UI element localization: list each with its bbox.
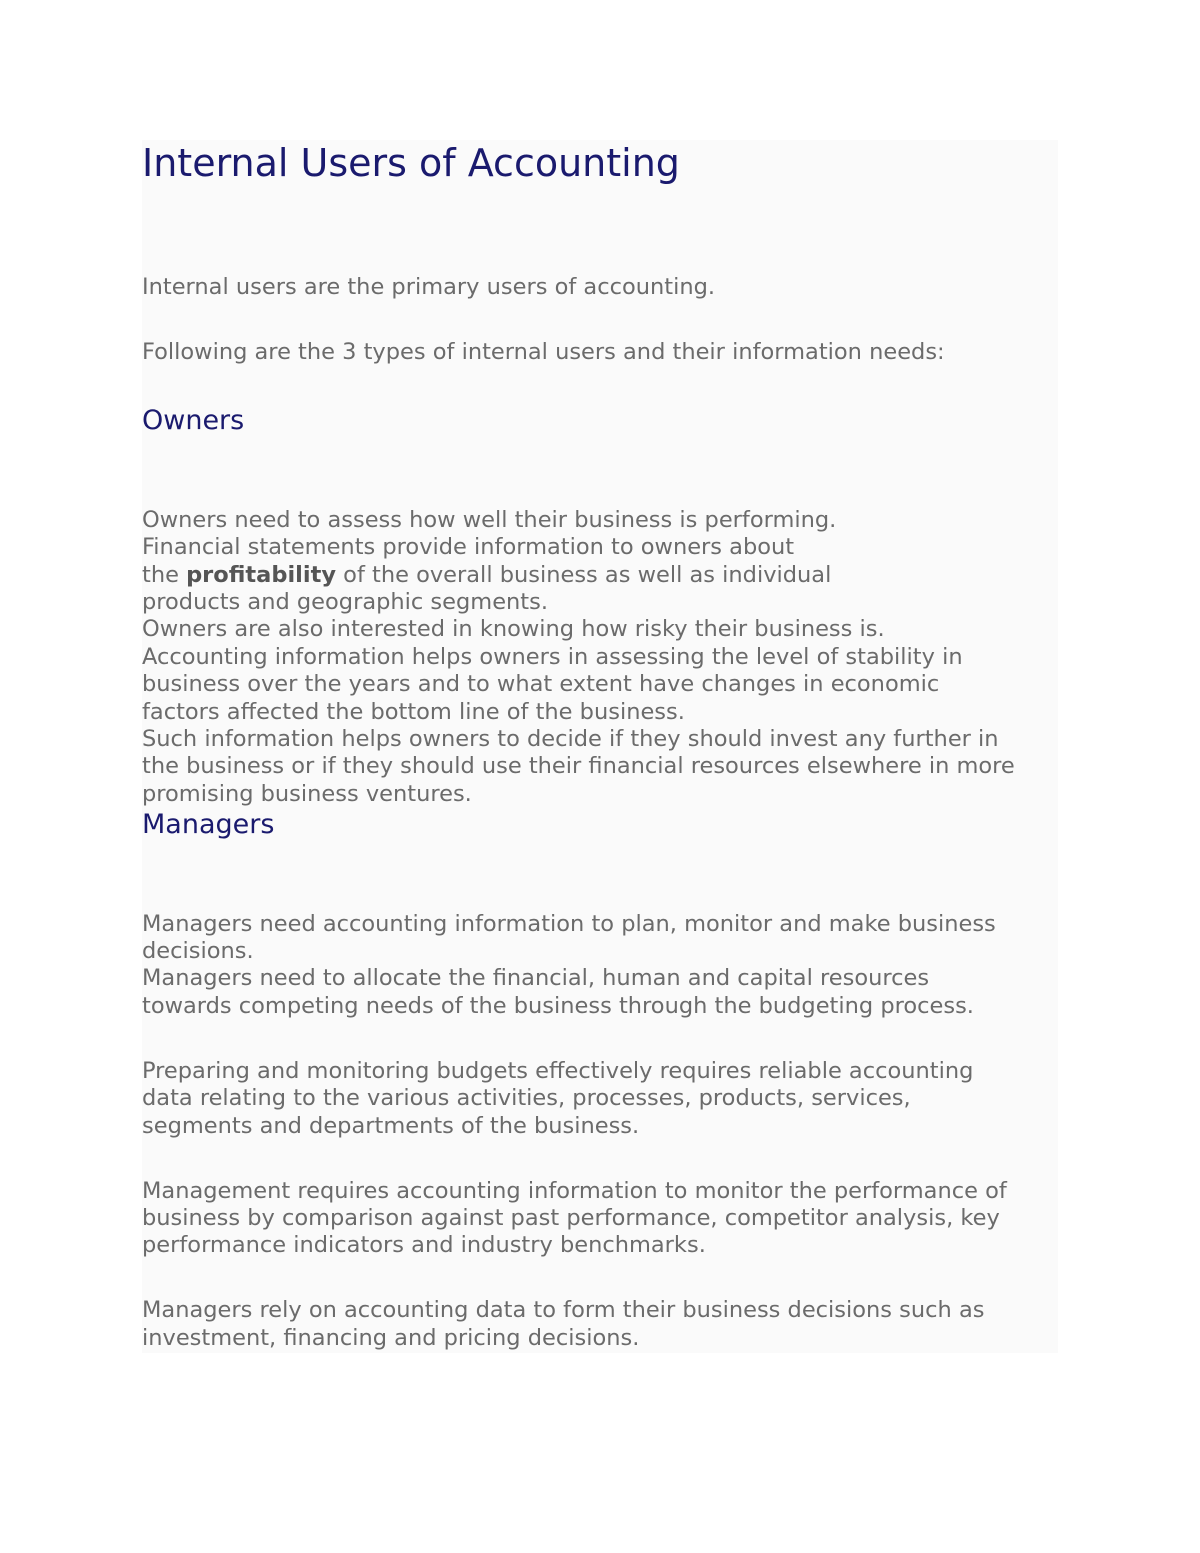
intro-paragraph-1: Internal users are the primary users of accounting. — [142, 274, 716, 300]
managers-line: business by comparison against past performance, competitor analysis, key — [142, 1205, 1000, 1231]
owners-heading: Owners — [142, 405, 245, 436]
managers-line: towards competing needs of the business through the budgeting process. — [142, 993, 974, 1019]
owners-line: Owners are also interested in knowing how risky their business is. — [142, 616, 885, 642]
owners-line: factors affected the bottom line of the business. — [142, 699, 685, 725]
bold-term-profitability: profitability — [186, 562, 337, 588]
owners-line: the business or if they should use their financial resources elsewhere in more — [142, 753, 1015, 779]
owners-line: promising business ventures. — [142, 781, 472, 807]
owners-line: Financial statements provide information to owners about — [142, 534, 795, 560]
intro-paragraph-2: Following are the 3 types of internal users and their information needs: — [142, 339, 945, 365]
managers-line: Managers rely on accounting data to form their business decisions such as — [142, 1297, 985, 1323]
managers-line: Preparing and monitoring budgets effectively requires reliable accounting — [142, 1058, 974, 1084]
managers-line: data relating to the various activities, processes, products, services, — [142, 1085, 911, 1111]
owners-line: products and geographic segments. — [142, 589, 548, 615]
managers-line: segments and departments of the business. — [142, 1113, 640, 1139]
text-fragment: of the overall business as well as individual — [336, 562, 832, 588]
managers-line: Managers need accounting information to plan, monitor and make business — [142, 911, 996, 937]
owners-line: business over the years and to what extent have changes in economic — [142, 671, 940, 697]
managers-line: investment, financing and pricing decisions. — [142, 1325, 640, 1351]
managers-line: Management requires accounting information to monitor the performance of — [142, 1178, 1007, 1204]
owners-line: Accounting information helps owners in assessing the level of stability in — [142, 644, 963, 670]
owners-line-profitability — [142, 562, 831, 589]
document-body — [142, 140, 1058, 1353]
managers-line: decisions. — [142, 938, 254, 964]
text-fragment: the — [142, 562, 187, 588]
managers-line: performance indicators and industry benchmarks. — [142, 1232, 706, 1258]
managers-heading: Managers — [142, 809, 275, 840]
owners-line: Such information helps owners to decide if they should invest any further in — [142, 726, 999, 752]
page-title: Internal Users of Accounting — [142, 141, 680, 185]
owners-line: Owners need to assess how well their business is performing. — [142, 507, 837, 533]
managers-line: Managers need to allocate the financial, human and capital resources — [142, 965, 930, 991]
